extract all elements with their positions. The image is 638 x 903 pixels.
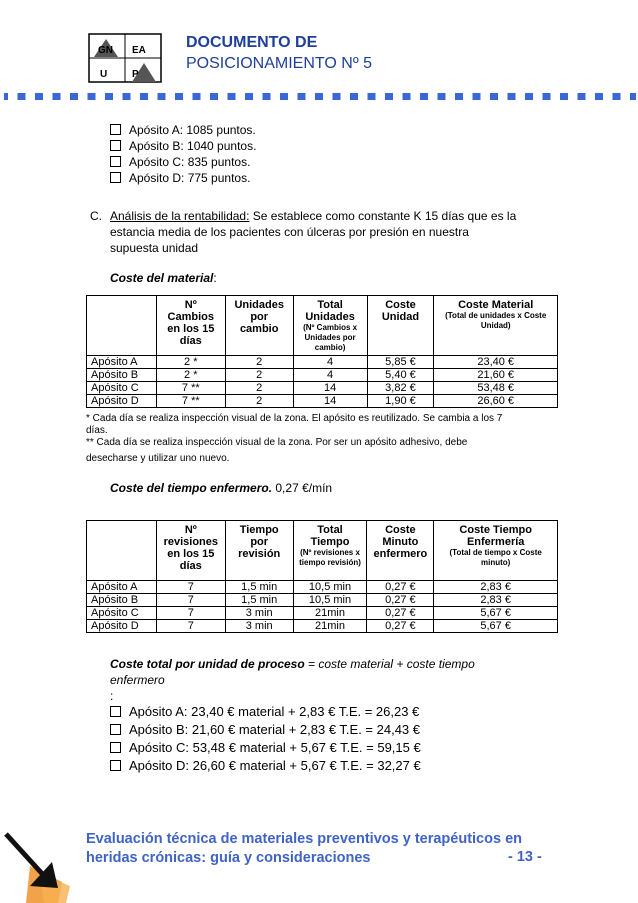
col-header: Total Unidades (Nº Cambios x Unidades por cambio): [293, 296, 367, 356]
table-row: Apósito D 7 3 min 21min 0,27 € 5,67 €: [87, 620, 558, 633]
col-header: Coste Unidad: [367, 296, 434, 356]
logo-letters-p: P: [132, 69, 139, 80]
footer-line-1: Evaluación técnica de materiales preventivos y terapéuticos en: [86, 831, 522, 847]
total-cost-heading: Coste total por unidad de proceso = coste material + coste tiempo enfermero :: [110, 657, 475, 703]
checkbox-bullet-icon: [110, 140, 121, 151]
material-footnotes: * Cada día se realiza inspección visual de la zona. El apósito es reutilizado. Se cambia a los 7 días. ** Cada día se realiza inspección visual de la zona. Por ser un apósito adhesivo, debe desecharse y utilizar uno nuevo.: [86, 413, 503, 464]
col-header: Total Tiempo (Nº revisiones x tiempo revisión): [293, 521, 367, 581]
checkbox-bullet-icon: [110, 172, 121, 183]
arrow-logo-icon: [0, 826, 80, 903]
logo-letters-ea: EA: [132, 45, 146, 56]
table-header-row: [87, 521, 558, 581]
col-header: Nº revisiones en los 15 días: [156, 521, 225, 581]
list-item: Apósito A: 23,40 € material + 2,83 € T.E. = 26,23 €: [110, 704, 419, 720]
list-item: Apósito C: 835 puntos.: [110, 154, 250, 170]
document-title: DOCUMENTO DE: [186, 34, 318, 51]
table-header-row: [87, 296, 558, 356]
list-item: Apósito A: 1085 puntos.: [110, 122, 256, 138]
list-item: Apósito C: 53,48 € material + 5,67 € T.E. = 59,15 €: [110, 740, 421, 756]
gneaupp-logo: [88, 33, 162, 83]
table-row: Apósito A 7 1,5 min 10,5 min 0,27 € 2,83 €: [87, 581, 558, 594]
col-header: Unidades por cambio: [225, 296, 293, 356]
section-letter: C.: [90, 209, 102, 223]
col-header: Nº Cambios en los 15 días: [156, 296, 225, 356]
table-row: Apósito C 7 ** 2 14 3,82 € 53,48 €: [87, 382, 558, 395]
checkbox-bullet-icon: [110, 760, 121, 771]
nurse-time-table: [86, 520, 558, 633]
col-header: Coste Material (Total de unidades x Coste Unidad): [434, 296, 558, 356]
col-header: Coste Minuto enfermero: [367, 521, 434, 581]
checkbox-bullet-icon: [110, 156, 121, 167]
list-item: Apósito D: 26,60 € material + 5,67 € T.E. = 32,27 €: [110, 758, 421, 774]
checkbox-bullet-icon: [110, 742, 121, 753]
table-row: Apósito B 2 * 2 4 5,40 € 21,60 €: [87, 369, 558, 382]
material-cost-table: [86, 295, 558, 408]
col-header: Coste Tiempo Enfermería (Total de tiempo x Coste minuto): [434, 521, 558, 581]
list-item: Apósito D: 775 puntos.: [110, 170, 250, 186]
material-heading: Coste del material:: [110, 271, 217, 285]
list-item: Apósito B: 21,60 € material + 2,83 € T.E. = 24,43 €: [110, 722, 420, 738]
table-row: Apósito A 2 * 2 4 5,85 € 23,40 €: [87, 356, 558, 369]
section-c-paragraph: Análisis de la rentabilidad: Se establece como constante K 15 días que es la estancia media de los pacientes con úlceras por presión en nuestra supuesta unidad: [110, 209, 517, 255]
section-c-heading: Análisis de la rentabilidad:: [110, 209, 250, 223]
table-row: Apósito D 7 ** 2 14 1,90 € 26,60 €: [87, 395, 558, 408]
footer-line-2: heridas crónicas: guía y consideraciones: [86, 850, 371, 866]
checkbox-bullet-icon: [110, 724, 121, 735]
list-item: Apósito B: 1040 puntos.: [110, 138, 256, 154]
logo-letters-u: U: [100, 69, 108, 80]
table-row: Apósito B 7 1,5 min 10,5 min 0,27 € 2,83 €: [87, 594, 558, 607]
nurse-time-heading: Coste del tiempo enfermero. 0,27 €/mín: [110, 481, 333, 495]
table-row: Apósito C 7 3 min 21min 0,27 € 5,67 €: [87, 607, 558, 620]
header-dashed-rule: [0, 93, 638, 101]
document-subtitle: POSICIONAMIENTO Nº 5: [186, 55, 373, 72]
logo-letters-gn: GN: [98, 45, 113, 56]
page-number: - 13 -: [508, 849, 542, 865]
checkbox-bullet-icon: [110, 706, 121, 717]
col-header: Tiempo por revisión: [225, 521, 293, 581]
checkbox-bullet-icon: [110, 124, 121, 135]
